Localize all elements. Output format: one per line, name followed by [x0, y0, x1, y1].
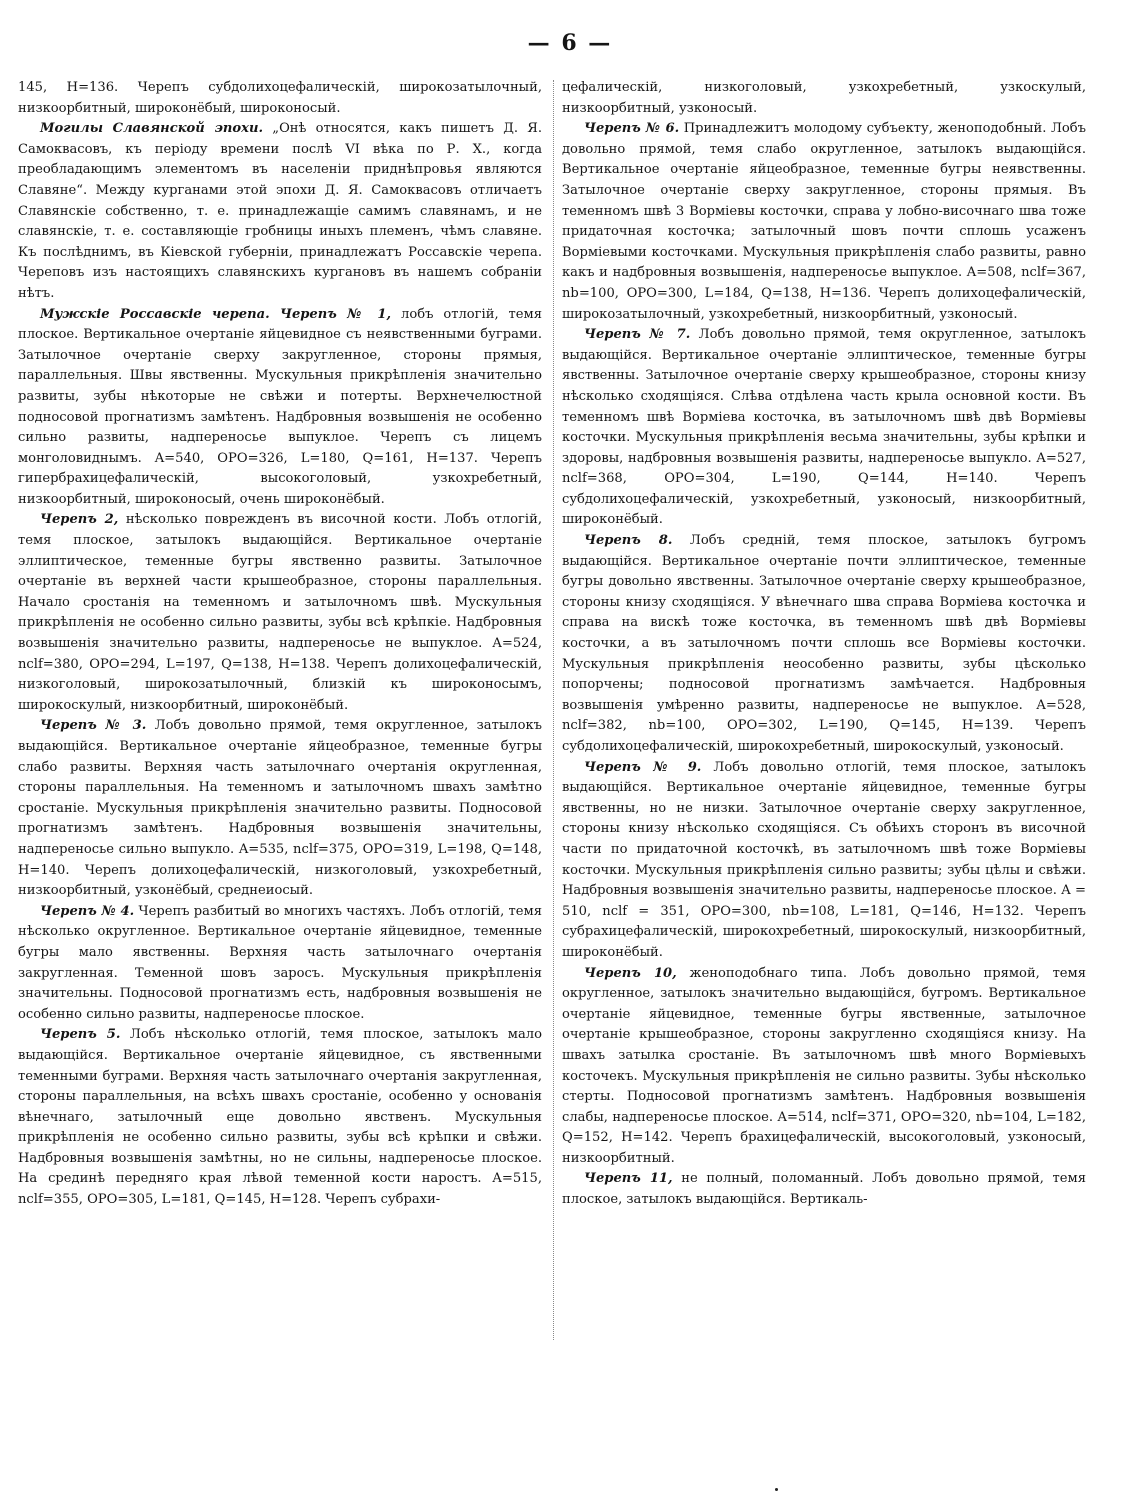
paragraph-text: не полный, поломанный. Лобъ довольно прямой, темя плоское, затылокъ выдающійся. Вертикаль-: [562, 1171, 1086, 1208]
print-speck: [775, 1488, 778, 1491]
paragraph: [562, 758, 1086, 964]
paragraph-heading: Черепъ № 7.: [584, 327, 691, 343]
paragraph: [562, 964, 1086, 1170]
paragraph-heading: Черепъ № 9.: [584, 759, 702, 775]
paragraph-text: цефалическій, низкоголовый, узкохребетный, узкоскулый, низкоорбитный, узконосый.: [562, 80, 1086, 116]
column-divider: [553, 80, 554, 1340]
paragraph-heading: Черепъ 8.: [584, 533, 673, 549]
paragraph: [562, 531, 1086, 758]
paragraph-text: Лобъ нѣсколько отлогій, темя плоское, затылокъ мало выдающійся. Вертикальное очертаніе яйцевидное, съ явственными теменными буграми. Верхняя часть затылочнаго очертанія закругленная, стороны параллельныя, на всѣхъ швахъ сростаніе, особенно у основанія вѣнечнаго, затылочный еще довольно явственъ. Мускульныя прикрѣпленія не особенно сильно развиты, зубы всѣ крѣпки и свѣжи. Надбровныя возвышенія замѣтны, но не сильны, надпереносье плоское. На срединѣ передняго края лѣвой теменной кости наростъ. A=515, nclf=355, OPO=305, L=181, Q=145, H=128. Черепъ субрахи-: [18, 1027, 542, 1208]
paragraph-text: Лобъ средній, темя плоское, затылокъ бугромъ выдающійся. Вертикальное очертаніе почти эллиптическое, теменные бугры довольно явственны. Затылочное очертаніе сверху крышеобразное, стороны книзу сходящіяся. У вѣнечнаго шва справа Ворміева косточка и справа на вискѣ тоже косточка, въ теменномъ швѣ двѣ Ворміевы косточки, а въ затылочномъ почти сплошь все Ворміевы косточки. Мускульныя прикрѣпленія неособенно развиты, зубы цѣсколько попорчены; подносовой прогнатизмъ замѣчается. Надбровныя возвышенія умѣренно развиты, надпереносье не выпуклое. A=528, nclf=382, nb=100, OPO=302, L=190, Q=145, H=139. Черепъ субдолихоцефалическій, широкохребетный, широкоскулый, узконосый.: [562, 533, 1086, 754]
paragraph: [18, 119, 542, 304]
left-column: [18, 78, 542, 1211]
paragraph-text: 145, H=136. Черепъ субдолихоцефалическій, широкозатылочный, низкоорбитный, широконёбый, широконосый.: [18, 80, 542, 116]
paragraph-heading: Мужскіе Россавскіе черепа. Черепъ № 1,: [40, 306, 392, 322]
right-column: [562, 78, 1086, 1211]
paragraph-heading: Черепъ № 6.: [584, 121, 680, 137]
paragraph-text: Черепъ разбитый во многихъ частяхъ. Лобъ отлогій, темя нѣсколько округленное. Вертикальное очертаніе яйцевидное, теменные бугры мало явственны. Верхняя часть затылочнаго очертанія закругленная. Теменной шовъ заросъ. Мускульныя прикрѣпленія значительны. Подносовой прогнатизмъ есть, надбровныя возвышенія не особенно сильно развиты, надпереносье плоское.: [18, 903, 542, 1022]
paragraph: [562, 78, 1086, 119]
paragraph: [18, 510, 542, 716]
paragraph: [562, 119, 1086, 325]
paragraph: [562, 1169, 1086, 1210]
paragraph-heading: Черепъ 10,: [584, 965, 677, 981]
paragraph-heading: Могилы Славянской эпохи.: [40, 121, 264, 137]
paragraph-heading: Черепъ № 4.: [40, 903, 135, 919]
paragraph: [18, 902, 542, 1026]
paragraph-text: Лобъ довольно отлогій, темя плоское, затылокъ выдающійся. Вертикальное очертаніе яйцевидное, теменные бугры явственны, но не низки. Затылочное очертаніе сверху закругленное, стороны книзу нѣсколько сходящіяся. Съ обѣихъ сторонъ въ височной части по придаточной косточкѣ, въ затылочномъ швѣ тоже Ворміевы косточки. Мускульныя прикрѣпленія сильно развиты; зубы цѣлы и свѣжи. Надбровныя возвышенія значительно развиты, надпереносье плоское. A = 510, nclf = 351, OPO=300, nb=108, L=181, Q=146, H=132. Черепъ субрахицефалическій, широкохребетный, широкоскулый, низкоорбитный, широконёбый.: [562, 759, 1086, 960]
paragraph: [18, 1025, 542, 1210]
paragraph-text: Лобъ довольно прямой, темя округленное, затылокъ выдающійся. Вертикальное очертаніе яйцеобразное, теменные бугры слабо развиты. Верхняя часть затылочнаго очертанія округленная, стороны параллельныя. На теменномъ и затылочномъ швахъ замѣтно сростаніе. Мускульныя прикрѣпленія значительно развиты. Подносовой прогнатизмъ замѣтенъ. Надбровныя возвышенія значительны, надпереносье сильно выпукло. A=535, nclf=375, OPO=319, L=198, Q=148, H=140. Черепъ долихоцефалическій, низкоголовый, узкохребетный, низкоорбитный, узконёбый, среднеиосый.: [18, 718, 542, 899]
paragraph-heading: Черепъ № 3.: [40, 718, 147, 734]
paragraph-text: лобъ отлогій, темя плоское. Вертикальное очертаніе яйцевидное съ неявственными буграми. Затылочное очертаніе сверху закругленное, стороны прямыя, параллельныя. Швы явственны. Мускульныя прикрѣпленія значительно развиты, зубы нѣкоторые не свѣжи и потерты. Верхнечелюстной подносовой прогнатизмъ замѣтенъ. Надбровныя возвышенія не особенно сильно развиты, надпереносье выпуклое. Черепъ съ лицемъ монголовиднымъ. A=540, OPO=326, L=180, Q=161, H=137. Черепъ гипербрахицефалическій, высокоголовый, узкохребетный, низкоорбитный, широконосый, очень широконёбый.: [18, 306, 542, 507]
paragraph-text: женоподобнаго типа. Лобъ довольно прямой, темя округленное, затылокъ значительно выдающійся, бугромъ. Вертикальное очертаніе яйцевидное, теменные бугры явственные, затылочное очертаніе крышеобразное, стороны закругленно сходящіяся книзу. На швахъ затылка сростаніе. Въ затылочномъ швѣ много Ворміевыхъ косточекъ. Мускульныя прикрѣпленія не сильно развиты. Зубы нѣсколько стерты. Подносовой прогнатизмъ замѣтенъ. Надбровныя возвышенія слабы, надпереносье плоское. A=514, nclf=371, OPO=320, nb=104, L=182, Q=152, H=142. Черепъ брахицефалическій, высокоголовый, узконосый, низкоорбитный.: [562, 965, 1086, 1166]
paragraph-heading: Черепъ 5.: [40, 1027, 121, 1043]
paragraph-heading: Черепъ 2,: [40, 512, 119, 528]
page-number: — 6 —: [527, 30, 613, 56]
paragraph-text: „Онѣ относятся, какъ пишетъ Д. Я. Самоквасовъ, къ періоду времени послѣ VI вѣка по Р. Х., когда преобладающимъ элементомъ въ населеніи приднѣпровья являются Славяне“. Между курганами этой эпохи Д. Я. Самоквасовъ отличаетъ Славянскіе собственно, т. е. принадлежащіе самимъ славянамъ, и не славянскіе, т. е. составляющіе гробницы иныхъ племенъ, чѣмъ славяне. Къ послѣднимъ, въ Кіевской губерніи, принадлежатъ Россавскіе черепа. Череповъ изъ настоящихъ славянскихъ кургановъ въ нашемъ собраніи нѣтъ.: [18, 121, 542, 301]
paragraph-text: Принадлежитъ молодому субъекту, женоподобный. Лобъ довольно прямой, темя слабо округленное, затылокъ выдающійся. Вертикальное очертаніе яйцеобразное, теменные бугры неявственны. Затылочное очертаніе сверху закругленное, стороны прямыя. Въ теменномъ швѣ 3 Ворміевы косточки, справа у лобно-височнаго шва тоже придаточная косточка; затылочный шовъ почти сплошь усаженъ Ворміевыми косточками. Мускульныя прикрѣпленія слабо развиты, равно какъ и надбровныя возвышенія, надпереносье выпуклое. A=508, nclf=367, nb=100, OPO=300, L=184, Q=138, H=136. Черепъ долихоцефалическій, широкозатылочный, узкохребетный, низкоорбитный, узконосый.: [562, 121, 1086, 322]
paragraph: [18, 78, 542, 119]
paragraph-text: нѣсколько поврежденъ въ височной кости. Лобъ отлогій, темя плоское, затылокъ выдающійся. Вертикальное очертаніе эллиптическое, теменные бугры явственно развиты. Затылочное очертаніе въ верхней части крышеобразное, стороны параллельныя. Начало сростанія на теменномъ и затылочномъ швѣ. Мускульныя прикрѣпленія не особенно сильно развиты, зубы всѣ крѣпкіе. Надбровныя возвышенія значительно развиты, надпереносье не выпуклое. A=524, nclf=380, OPO=294, L=197, Q=138, H=138. Черепъ долихоцефалическій, низкоголовый, широкозатылочный, близкій къ широконосымъ, широкоскулый, низкоорбитный, широконёбый.: [18, 512, 542, 713]
paragraph: [18, 716, 542, 901]
paragraph: [562, 325, 1086, 531]
paragraph-text: Лобъ довольно прямой, темя округленное, затылокъ выдающійся. Вертикальное очертаніе эллиптическое, теменные бугры явственны. Затылочное очертаніе сверху крышеобразное, стороны книзу нѣсколько сходящіяся. Слѣва отдѣлена часть крыла основной кости. Въ теменномъ швѣ Ворміева косточка, въ затылочномъ швѣ двѣ Ворміевы косточки. Мускульныя прикрѣпленія весьма значительны, зубы крѣпки и здоровы, надбровныя возвышенія развиты, надпереносье выпукло. A=527, nclf=368, OPO=304, L=190, Q=144, H=140. Черепъ субдолихоцефалическій, узкохребетный, узконосый, низкоорбитный, широконёбый.: [562, 327, 1086, 528]
paragraph-heading: Черепъ 11,: [584, 1171, 673, 1187]
paragraph: [18, 305, 542, 511]
